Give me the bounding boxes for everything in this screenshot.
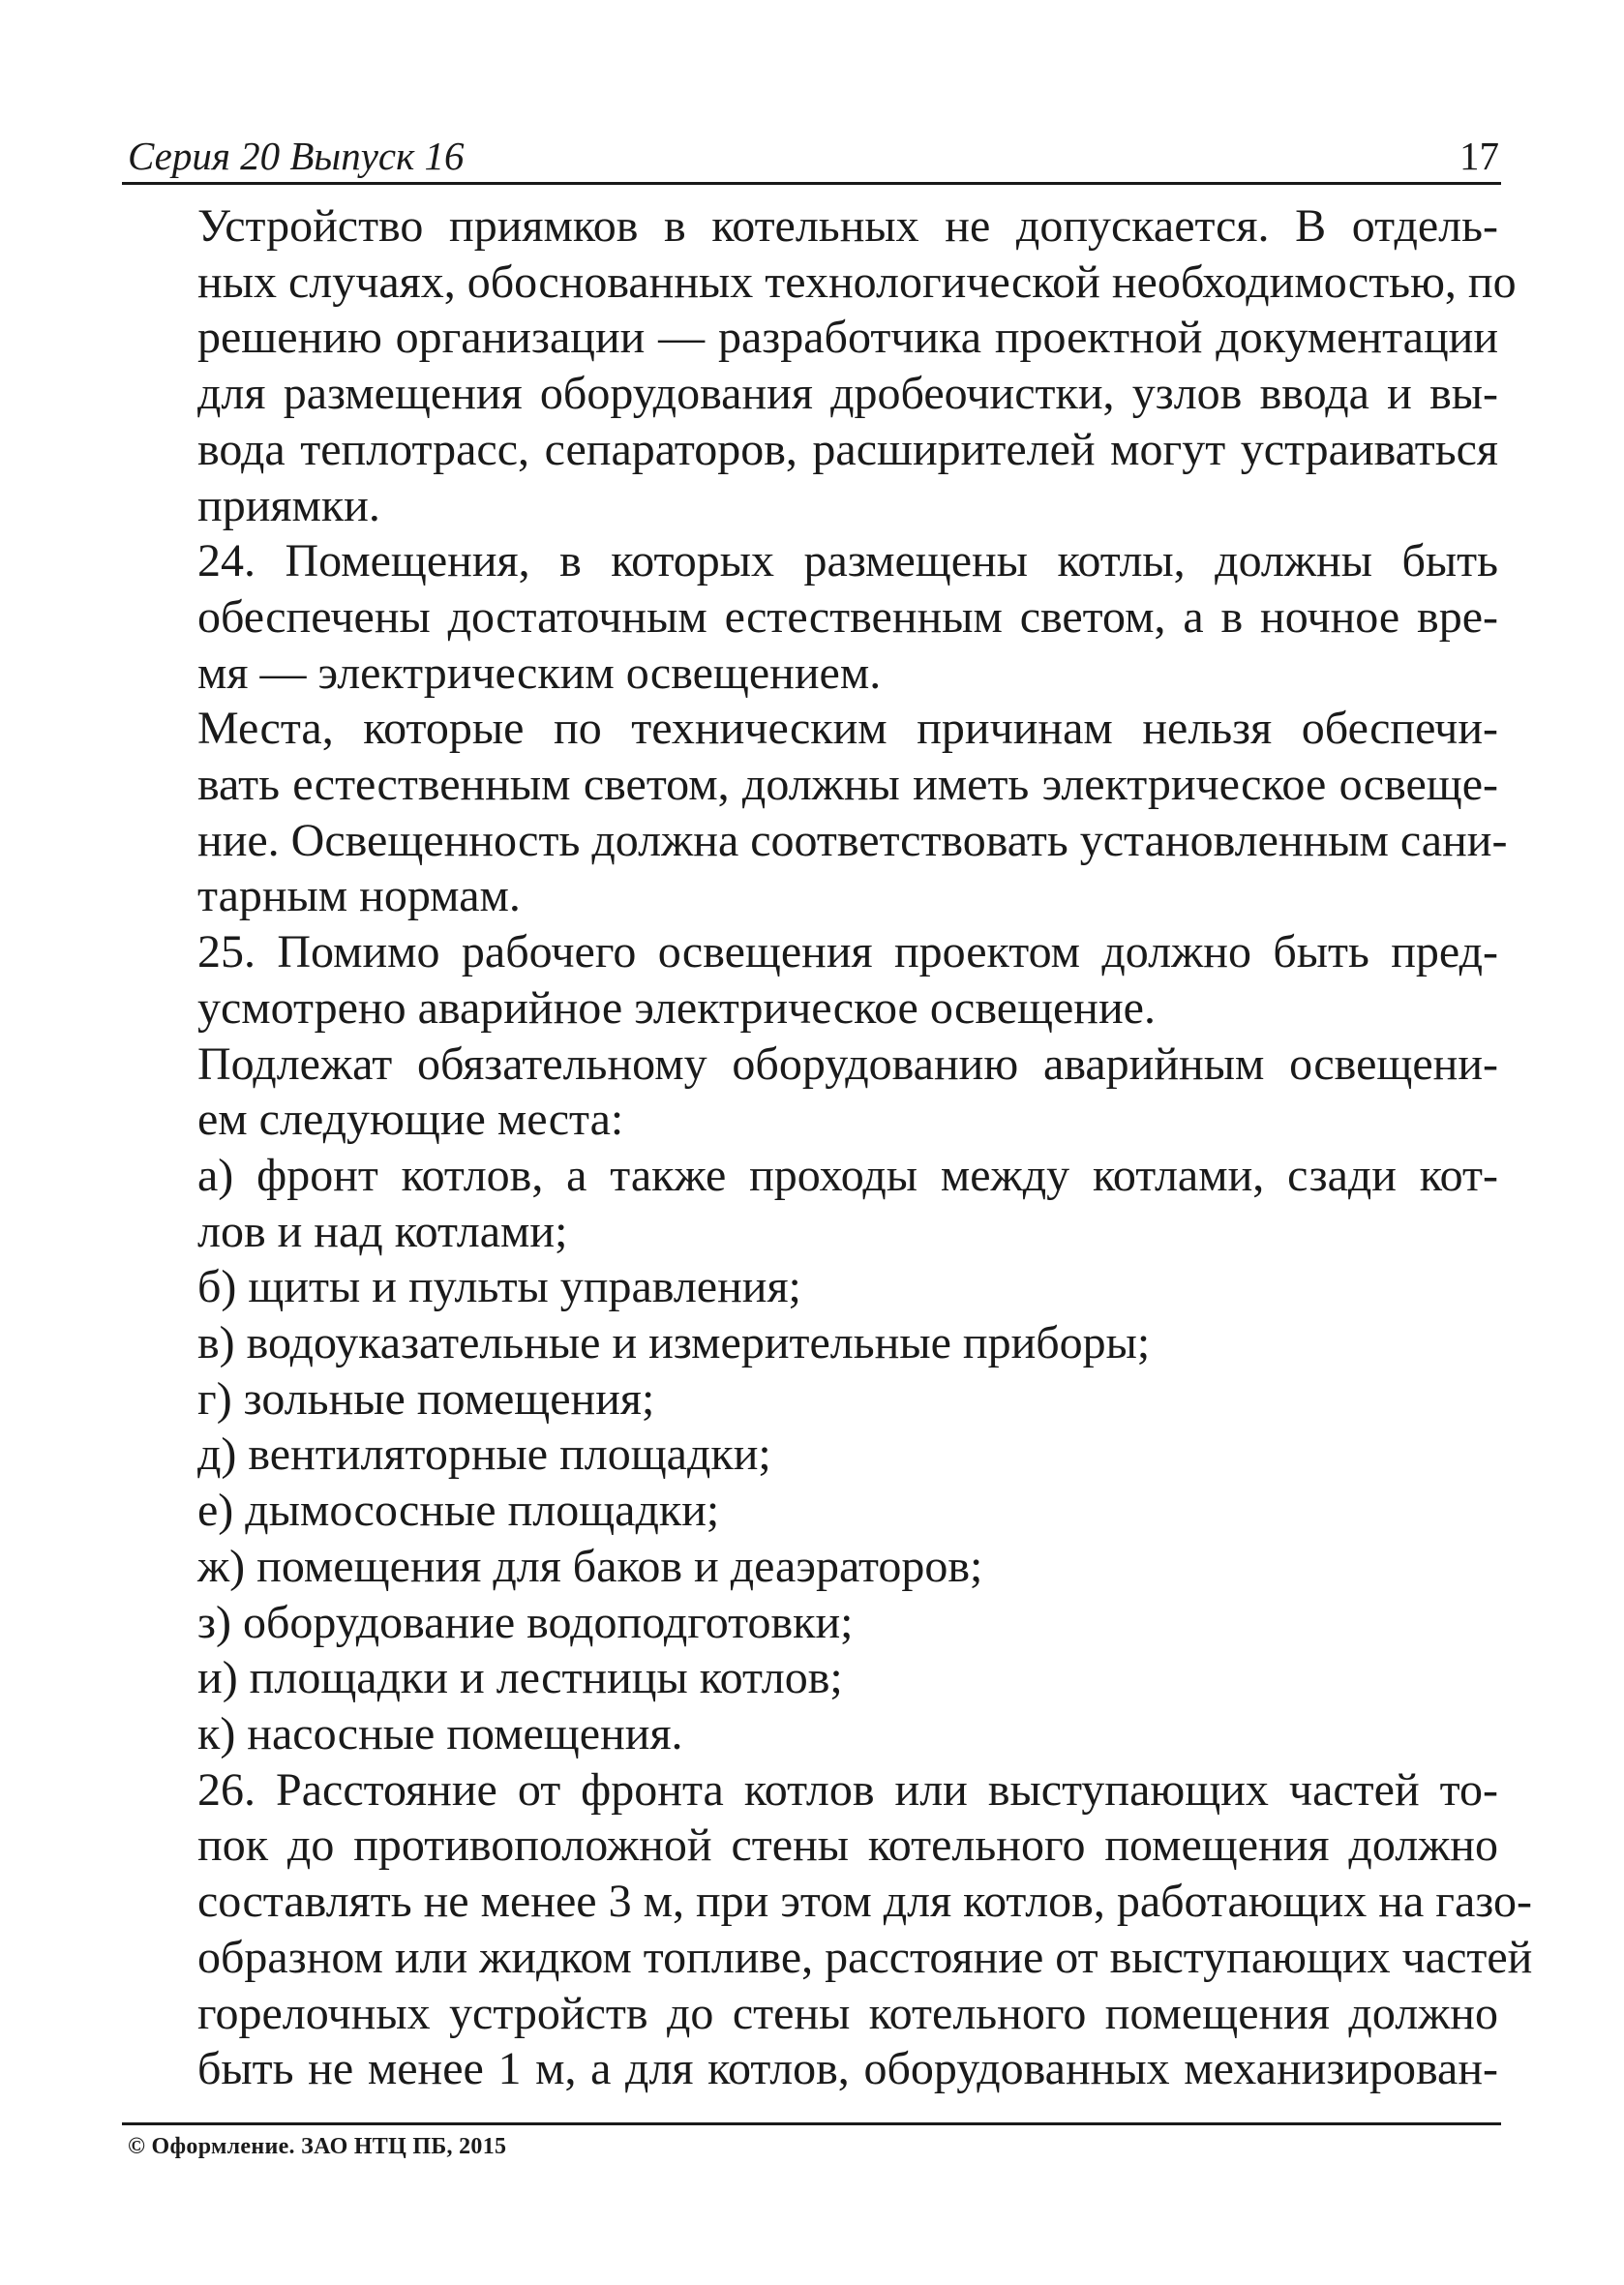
text-line: составлять не менее 3 м, при этом для котлов, работающих на газо- — [197, 1876, 1532, 1928]
copyright-footer: © Оформление. ЗАО НТЦ ПБ, 2015 — [128, 2134, 507, 2159]
paragraph-24 — [128, 533, 1498, 701]
text-line: 25. Помимо рабочего освещения проектом должно быть пред- — [197, 926, 1498, 978]
text-line: образном или жидком топливе, расстояние от выступающих частей — [197, 1931, 1533, 1983]
list-item: в) водоуказательные и измерительные приборы; — [197, 1317, 1151, 1369]
text-line: вода теплотрасс, сепараторов, расширителей могут устраиваться — [197, 423, 1498, 475]
text-line: пок до противоположной стены котельного помещения должно — [197, 1819, 1498, 1872]
text-line: тарным нормам. — [197, 870, 521, 922]
paragraph-26 — [128, 1762, 1533, 2097]
paragraph-25 — [128, 924, 1498, 1036]
paragraph-pits — [128, 198, 1517, 533]
text-line: Места, которые по техническим причинам нельзя обеспечи- — [197, 703, 1498, 755]
paragraph-emergency-places — [128, 1037, 1498, 1148]
list-item: к) насосные помещения. — [197, 1707, 683, 1759]
list-item: е) дымососные площадки; — [197, 1485, 720, 1537]
text-line: приямки. — [197, 479, 380, 531]
text-line: Подлежат обязательному оборудованию аварийным освещени- — [197, 1037, 1498, 1090]
text-line: ных случаях, обоснованных технологической необходимостью, по — [197, 256, 1517, 308]
text-line: Устройство приямков в котельных не допускается. В отдель- — [197, 200, 1498, 252]
text-line: 26. Расстояние от фронта котлов или выступающих частей то- — [197, 1763, 1498, 1816]
list-item: з) оборудование водоподготовки; — [197, 1596, 854, 1648]
text-line: мя — электрическим освещением. — [197, 646, 882, 699]
text-line: горелочных устройств до стены котельного помещения должно — [197, 1987, 1498, 2039]
text-line: решению организации — разработчика проектной документации — [197, 312, 1498, 364]
page-number: 17 — [1459, 134, 1499, 178]
list-item: б) щиты и пульты управления; — [197, 1261, 801, 1313]
text-line: усмотрено аварийное электрическое освещение. — [197, 981, 1156, 1034]
list-item-a — [128, 1148, 1498, 1259]
paragraph-lighting-places — [128, 701, 1508, 924]
text-line: лов и над котлами; — [197, 1205, 568, 1257]
footer-divider — [122, 2122, 1501, 2125]
list-item: г) зольные помещения; — [197, 1372, 655, 1425]
text-line: ем следующие места: — [197, 1094, 624, 1146]
list-item: д) вентиляторные площадки; — [197, 1428, 771, 1481]
body-text — [128, 198, 1533, 2097]
document-page — [122, 0, 1533, 2285]
text-line: вать естественным светом, должны иметь электрическое освеще- — [197, 759, 1498, 811]
text-line: быть не менее 1 м, а для котлов, оборудованных механизирован- — [197, 2043, 1498, 2095]
text-line: обеспечены достаточным естественным светом, а в ночное вре- — [197, 590, 1498, 643]
text-line: ние. Освещенность должна соответствовать установленным сани- — [197, 814, 1508, 866]
text-line: для размещения оборудования дробеочистки, узлов ввода и вы- — [197, 368, 1498, 420]
running-header — [122, 128, 1501, 185]
list-item: и) площадки и лестницы котлов; — [197, 1652, 843, 1704]
list-item: ж) помещения для баков и деаэраторов; — [197, 1540, 983, 1592]
text-line: 24. Помещения, в которых размещены котлы, должны быть — [197, 535, 1498, 587]
series-title: Серия 20 Выпуск 16 — [128, 134, 465, 178]
text-line: а) фронт котлов, а также проходы между котлами, сзади кот- — [197, 1149, 1498, 1201]
